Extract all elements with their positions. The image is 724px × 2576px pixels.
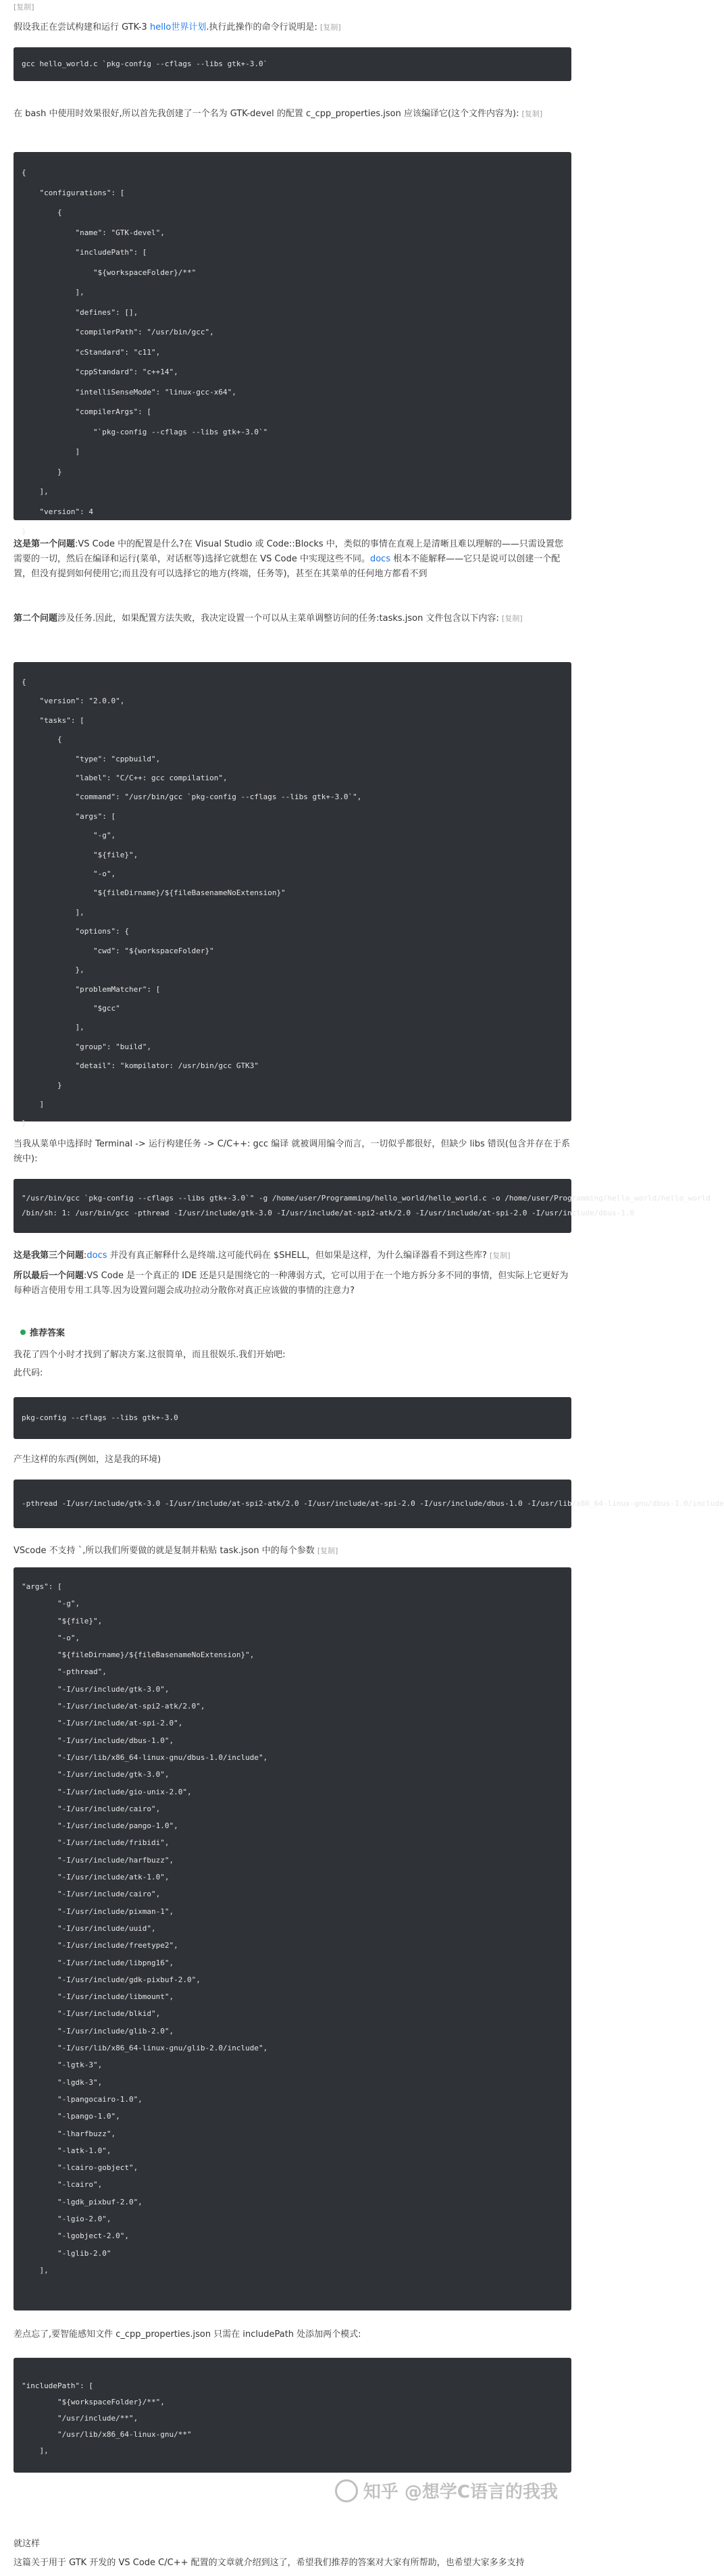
intro-paragraph: 假设我正在尝试构建和运行 GTK-3 hello世界计划.执行此操作的命令行说明是: [复制] xyxy=(14,22,341,32)
hello-world-link[interactable]: hello世界计划 xyxy=(149,22,207,32)
last-question-paragraph: 所以最后一个问题:VS Code 是一个真正的 IDE 还是只是围绕它的一种薄弱方式，它可以用于在一个地方拆分多不同的事情，但实际上它更好为每种语言使用专用工具等.因为设置问题会成功拉动分散你对真正应该做的事情的注意力? xyxy=(14,1271,569,1296)
code-block-args: "args": [ "-g", "${file}", "-o", "${fileDirname}/${fileBasenameNoExtension}", "-pthread", "-I/usr/include/gtk-3.0", "-I/usr/include/at-spi2-atk/2.0", "-I/usr/include/at-spi-2.0", "-I/usr/include/dbus-1.0", "-I/usr/lib/x86_64-linux-gnu/dbus-1.0/include", "-I/usr/include/gtk-3.0", "-I/usr/include/gio-unix-2.0", "-I/usr/include/cairo", "-I/usr/include/pango-1.0", "-I/usr/include/fribidi", "-I/usr/include/harfbuzz", "-I/usr/include/atk-1.0", "-I/usr/include/cairo", "-I/usr/include/pixman-1", "-I/usr/include/uuid", "-I/usr/include/freetype2", "-I/usr/include/libpng16", "-I/usr/include/gdk-pixbuf-2.0", "-I/usr/include/libmount", "-I/usr/include/blkid", "-I/usr/include/glib-2.0", "-I/usr/lib/x86_64-linux-gnu/glib-2.0/include", "-lgtk-3", "-lgdk-3", "-lpangocairo-1.0", "-lpango-1.0", "-lharfbuzz", "-latk-1.0", "-lcairo-gobject", "-lcairo", "-lgdk_pixbuf-2.0", "-lgio-2.0", "-lgobject-2.0", "-lglib-2.0" ], xyxy=(14,1567,571,2310)
vscode-paragraph: VScode 不支持 `,所以我们所要做的就是复制并粘贴 task.json 中的每个参数 [复制] xyxy=(14,1546,338,1556)
copy-mark[interactable]: [复制] xyxy=(489,1251,511,1260)
produces-paragraph: 产生这样的东西(例如，这是我的环境) xyxy=(14,1455,161,1465)
closing-paragraph: 这篇关于用于 GTK 开发的 VS Code C/C++ 配置的文章就介绍到这了，希望我们推荐的答案对大家有所帮助，也希望大家多多支持 xyxy=(14,2558,525,2568)
bullet-icon xyxy=(20,1330,26,1335)
docs-link-1[interactable]: docs xyxy=(369,554,391,564)
watermark-logo-icon xyxy=(335,2479,358,2502)
top-mark xyxy=(14,1,34,12)
copy-mark[interactable]: [复制] xyxy=(14,3,34,11)
code-block-c-cpp-properties: { "configurations": [ { "name": "GTK-devel", "includePath": [ "${workspaceFolder}/**" ], "defines": [], "compilerPath": "/usr/bin/gcc", "cStandard": "c11", "cppStandard": "c++14", "intelliSenseMode": "linux-gcc-x64", "compilerArgs": [ "`pkg-config --cflags --libs gtk+-3.0`" ] } ], "version": 4 } xyxy=(14,152,571,520)
answer-intro-paragraph: 我花了四个小时才找到了解决方案.这很简单，而且很娱乐.我们开始吧: xyxy=(14,1350,286,1360)
code-block-include-path: "includePath": [ "${workspaceFolder}/**", "/usr/include/**", "/usr/lib/x86_64-linux-gnu/**" ], xyxy=(14,2358,571,2473)
thats-it-paragraph: 就这样 xyxy=(14,2539,41,2549)
terminal-paragraph: 当我从菜单中选择时 Terminal -> 运行构建任务 -> C/C++: gcc 编译 就被调用编令而言，一切似乎都很好，但缺少 libs 错误(包含并存在于系统中): xyxy=(14,1139,570,1164)
intellisense-paragraph: 差点忘了,要智能感知文件 c_cpp_properties.json 只需在 includePath 处添加两个模式: xyxy=(14,2329,361,2340)
docs-link-2[interactable]: docs xyxy=(86,1251,107,1261)
code-block-tasks-json: { "version": "2.0.0", "tasks": [ { "type": "cppbuild", "label": "C/C++: gcc compilation", "command": "/usr/bin/gcc `pkg-config --cflags --libs gtk+-3.0`", "args": [ "-g", "${file}", "-o", "${fileDirname}/${fileBasenameNoExtension}" ], "options": { "cwd": "${workspaceFolder}" }, "problemMatcher": [ "$gcc" ], "group": "build", "detail": "kompilator: /usr/bin/gcc GTK3" } ] } xyxy=(14,662,571,1121)
this-code-label: 此代码: xyxy=(14,1368,43,1378)
code-block-pkg-output: -pthread -I/usr/include/gtk-3.0 -I/usr/include/at-spi2-atk/2.0 -I/usr/include/at-spi-2.0 -I/usr/include/dbus-1.0 -I/usr/lib/x86_64-linux-gnu/dbus-1.0/include xyxy=(14,1480,571,1528)
code-block-pkg-config: pkg-config --cflags --libs gtk+-3.0 xyxy=(14,1397,571,1439)
copy-mark[interactable]: [复制] xyxy=(317,1546,338,1555)
copy-mark[interactable]: [复制] xyxy=(521,109,543,118)
config-paragraph: 在 bash 中使用时效果很好,所以首先我创建了一个名为 GTK-devel 的配置 c_cpp_properties.json 应该编译它(这个文件内容为): [复制] xyxy=(14,109,543,119)
zhihu-watermark: 知乎 @想学C语言的我我 xyxy=(335,2478,558,2503)
copy-mark[interactable]: [复制] xyxy=(320,23,341,32)
code-block-terminal-output: "/usr/bin/gcc `pkg-config --cflags --libs gtk+-3.0`" -g /home/user/Programming/hello_world/hello_world.c -o /home/user/Programming/hello_world/hello_world /bin/sh: 1: /usr/bin/gcc -pthread -I/usr/include/gtk-3.0 -I/usr/include/at-spi2-atk/2.0 -I/usr/include/at-spi-2.0 -I/usr/include/dbus-1.0 xyxy=(14,1179,571,1233)
second-question-paragraph: 第二个问题涉及任务.因此，如果配置方法失败，我决定设置一个可以从主菜单调整访问的任务:tasks.json 文件包含以下内容: [复制] xyxy=(14,613,523,624)
third-question-paragraph: 这是我第三个问题:docs 并没有真正解释什么是终端.这可能代码在 $SHELL，但如果是这样，为什么编译器看不到这些库? [复制] xyxy=(14,1251,511,1261)
code-block-gcc-command: gcc hello_world.c `pkg-config --cflags --libs gtk+-3.0` xyxy=(14,47,571,81)
answer-heading: 推荐答案 xyxy=(20,1325,65,1338)
first-question-paragraph: 这是第一个问题:VS Code 中的配置是什么?在 Visual Studio 或 Code::Blocks 中，类似的事情在直观上是清晰且难以理解的——只需设置您需要的一切，然后在编译和运行(菜单，对话框等)选择它就想在 VS Code 中实现这些不同。docs 根本不能解释——它只是说可以创建一个配置，但没有提到如何使用它;而且没有可以选择它的地方(终端，任务等)，甚至在其菜单的任何地方都看不到 xyxy=(14,539,563,579)
copy-mark[interactable]: [复制] xyxy=(502,614,523,623)
